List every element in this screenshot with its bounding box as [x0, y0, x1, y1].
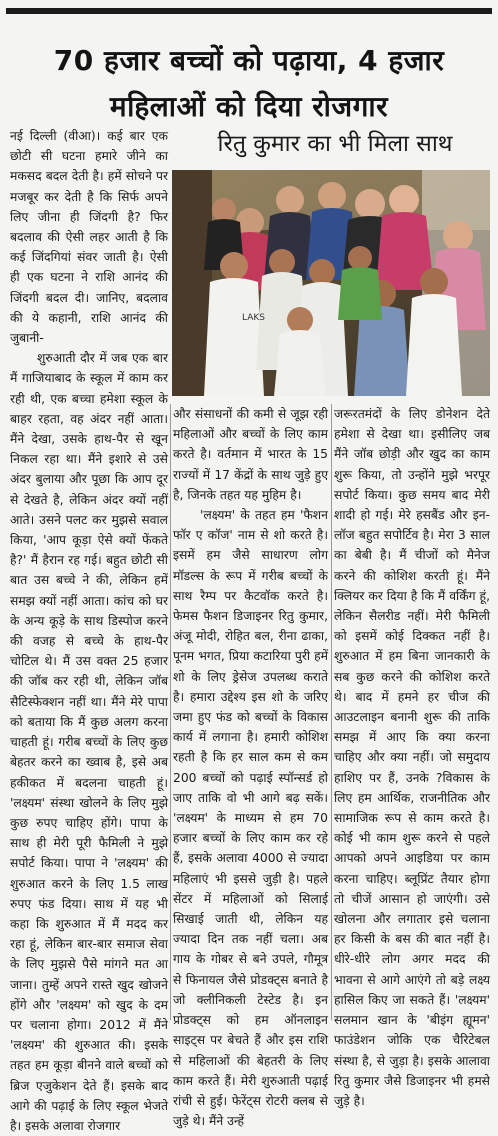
headline-line-1: 70 हजार बच्चों को पढ़ाया, 4 हजार [53, 44, 445, 77]
column-divider [170, 404, 171, 1020]
article-paragraph: और संसाधनों की कमी से जूझ रही महिलाओं और बच्चों के लिए काम करते है। वर्तमान में भारत के 15 राज्यों में 17 केंद्रों के साथ जुड़े हुए है, जिनके तहत यह मुहिम है। [173, 407, 328, 502]
article-column-1 [10, 126, 168, 1133]
article-column-2 [173, 404, 328, 1129]
headline-line-2: महिलाओं को दिया रोजगार [109, 90, 389, 123]
article-paragraph: जरूरतमंदों के लिए डोनेशन देते हमेशा से देखा था। इसीलिए जब मैंने जॉब छोड़ी और खुद का काम शुरू किया, तो उन्होंने मुझे भरपूर सपोर्ट किया। कुछ समय बाद मेरी शादी हो गई। मेरे हसबैंड और इन-लॉज बहुत सपोर्टिव है। मेरा 3 साल का बेबी है। मैं चीजों को मैनेज करने की कोशिश करती हूं। मैंने क्लियर कर दिया है कि मैं वर्किंग हूं, लेकिन सैलरीड नहीं। मेरी फैमिली को इसमें कोई दिक्कत नहीं है। शुरुआत में हम बिना जानकारी के सब कुछ करने की कोशिश करते थे। बाद में हमने हर चीज की आउटलाइन बनानी शुरू की ताकि समझ में आए कि क्या करना चाहिए और क्या नहीं। जो समुदाय हाशिए पर हैं, उनके ?विकास के लिए हम आर्थिक, राजनीतिक और सामाजिक रूप से काम करते है। कोई भी काम शुरू करने से पहले आपको अपने आइडिया पर काम करना चाहिए। ब्लूप्रिंट तैयार होगा तो चीजें आसान हो जाएंगी। उसे खोलना और लगातार इसे चलाना हर किसी के बस की बात नहीं है। धीरे-धीरे लोग अगर मदद की भावना से आगे आएंगे तो बड़े लक्ष्य हासिल किए जा सकते हैं। 'लक्ष्यम' सलमान खान के 'बीइंग ह्यूमन' फाउंडेशन जोकि एक चैरिटेबल संस्था है, से जुड़ा है। इसके आलावा रितु कुमार जैसे डिजाइनर भी हमसे जुड़े है। [334, 407, 490, 1108]
group-photo [172, 170, 490, 396]
group-photo-illustration [172, 170, 490, 396]
column-divider [331, 404, 332, 1020]
subheadline: रितु कुमार का भी मिला साथ [217, 131, 453, 157]
masthead-rule [6, 8, 492, 14]
article-paragraph: नई दिल्ली (वीआ)। कई बार एक छोटी सी घटना हमारे जीने का मकसद बदल देती है। हमें सोचने पर मजबूर कर देती है कि सिर्फ अपने लिए जीना ही जिंदगी है? फिर बदलाव की ऐसी लहर आती है कि कई जिंदगियां संवर जाती है। ऐसी ही एक घटना ने राशि आनंद की जिंदगी बदल दी। जानिए, बदलाव की ये कहानी, राशि आनंद की जुबानी- [10, 129, 168, 346]
shirt-text: LAKS [242, 313, 265, 323]
headline [10, 38, 488, 130]
article-column-3 [334, 404, 490, 1108]
article-paragraph: 'लक्ष्यम' के तहत हम 'फैशन फॉर ए कॉज' नाम से शो करते है। इसमें हम जैसे साधारण लोग मॉडल्स के रूप में गरीब बच्चों के साथ रैम्प पर कैटवॉक करते है। फेमस फैशन डिजाइनर रितु कुमार, अंजू मोदी, रोहित बल, रीना ढाका, पूनम भगत, प्रिया कटारिया पुरी हमें शो के लिए ड्रेसेज उपलब्ध कराते है। हमारा उद्देश्य इस शो के जरिए जमा हुए फंड को बच्चों के विकास कार्य में लगाना है। हमारी कोशिश रहती है कि हर साल कम से कम 200 बच्चों को पढ़ाई स्पॉन्सर्ड हो जाए ताकि वो भी आगे बढ़ सकें। 'लक्ष्यम' के माध्यम से हम 70 हजार बच्चों के लिए काम कर रहे हैं, इसके अलावा 4000 से ज्यादा महिलाएं भी इससे जुड़ी है। पहले सेंटर में महिलाओं को सिलाई सिखाई जाती थी, लेकिन यह ज्यादा दिन तक नहीं चला। अब गाय के गोबर से बने उपले, गौमूत्र से फिनायल जैसे प्रोडक्ट्स बनाते है जो क्लीनिकली टेस्टेड है। इन प्रोडक्ट्स को हम ऑनलाइन साइट्स पर बेचते हैं और इस राशि से महिलाओं की बेहतरी के लिए काम करते हैं। मेरी शुरुआती पढ़ाई रांची से हुई। फेरेंट्स रोटरी क्लब से जुड़े थे। मैंने उन्हें [173, 508, 328, 1129]
article-paragraph: शुरुआती दौर में जब एक बार मैं गाजियाबाद के स्कूल में काम कर रही थी, एक बच्चा हमेशा स्कूल के बाहर रहता, वह अंदर नहीं आता। मैंने देखा, उसके हाथ-पैर से खून निकल रहा था। मैंने इशारे से उसे अंदर बुलाया और पूछा कि आप दूर से देखते है, लेकिन अंदर क्यों नहीं आते। उसने पलट कर मुझसे सवाल किया, 'आप कूड़ा ऐसे क्यों फेंकते है?' मैं हैरान रह गई। बहुत छोटी सी बात उस बच्चे ने की, लेकिन हमें समझ क्यों नहीं आता। कांच को घर के अन्य कूड़े के साथ डिस्पोज करने की वजह से बच्चे के हाथ-पैर चोटिल थे। मैं उस वक्त 25 हजार की जॉब कर रही थी, लेकिन जॉब सैटिस्फेक्शन नहीं था। मैंने मेरे पापा को बताया कि मैं कुछ अलग करना चाहती हूं। गरीब बच्चों के लिए कुछ बेहतर करने का ख्वाब है, इसे अब हकीकत में बदलना चाहती हूं। 'लक्ष्यम' संस्था खोलने के लिए मुझे कुछ रुपए चाहिए होंगे। पापा के साथ ही मेरी पूरी फैमिली ने मुझे सपोर्ट किया। पापा ने 'लक्ष्यम' की शुरुआत करने के लिए 1.5 लाख रुपए फंड दिया। साथ में यह भी कहा कि शुरुआत में मैं मदद कर रहा हूं, लेकिन बार-बार समाज सेवा के लिए मुझसे पैसे मांगने मत आ जाना। तुम्हें अपने रास्ते खुद खोजने होंगे और 'लक्ष्यम' को खुद के दम पर चलाना होगा। 2012 में मैंने 'लक्ष्यम' की शुरुआत की। इसके तहत हम कूड़ा बीनने वाले बच्चों को ब्रिज एजुकेशन देते हैं। इसके बाद आगे की पढ़ाई के लिए स्कूल भेजते है। इसके अलावा रोजगार [10, 351, 168, 1133]
